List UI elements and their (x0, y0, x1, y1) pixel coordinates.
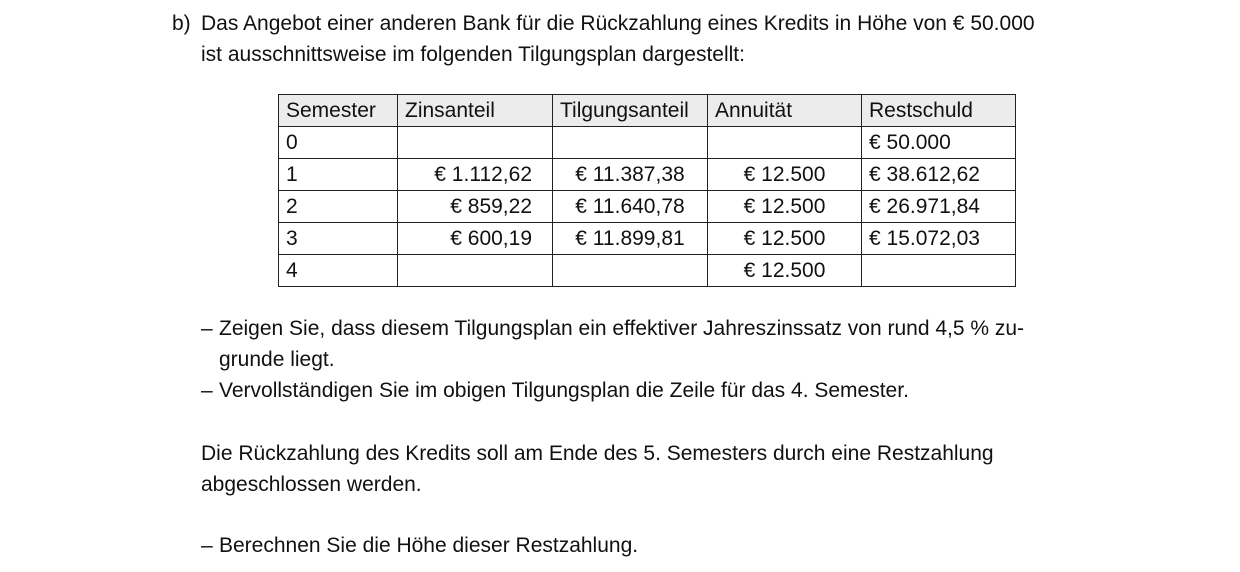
task-intro (172, 8, 1112, 70)
table-row (279, 255, 1016, 287)
cell-restschuld: € 38.612,62 (862, 159, 1016, 191)
list-dash: – (201, 379, 213, 402)
intro-line-1: Das Angebot einer anderen Bank für die Rückzahlung eines Kredits in Höhe von € 50.000 (201, 12, 1035, 35)
table-row (279, 191, 1016, 223)
subtask-list (201, 313, 1112, 406)
cell-semester: 4 (279, 255, 398, 287)
cell-annuitaet: € 12.500 (708, 159, 862, 191)
cell-tilgungsanteil: € 11.640,78 (553, 191, 708, 223)
final-task-text: Berechnen Sie die Höhe dieser Restzahlung. (219, 534, 639, 557)
subtask-1-line-1: Zeigen Sie, dass diesem Tilgungsplan ein effektiver Jahreszinssatz von rund 4,5 % zu- (219, 317, 1025, 340)
cell-annuitaet: € 12.500 (708, 191, 862, 223)
cell-tilgungsanteil: € 11.899,81 (553, 223, 708, 255)
header-annuitaet: Annuität (708, 95, 862, 127)
cell-semester: 2 (279, 191, 398, 223)
subtask-2-text: Vervollständigen Sie im obigen Tilgungsplan die Zeile für das 4. Semester. (219, 379, 909, 402)
cell-tilgungsanteil: € 11.387,38 (553, 159, 708, 191)
list-dash: – (201, 317, 213, 340)
intro-line-2: ist ausschnittsweise im folgenden Tilgungsplan dargestellt: (201, 43, 745, 66)
subtask-item (201, 530, 1112, 561)
cell-restschuld[interactable] (862, 255, 1016, 287)
task-b (172, 8, 1112, 561)
table-row (279, 159, 1016, 191)
cell-zinsanteil: € 859,22 (398, 191, 553, 223)
cell-tilgungsanteil[interactable] (553, 255, 708, 287)
cell-tilgungsanteil[interactable] (553, 127, 708, 159)
table-header-row (279, 95, 1016, 127)
cell-semester: 0 (279, 127, 398, 159)
list-dash: – (201, 534, 213, 557)
cell-restschuld: € 26.971,84 (862, 191, 1016, 223)
amortization-table (278, 94, 1016, 287)
cell-zinsanteil: € 600,19 (398, 223, 553, 255)
table-row (279, 127, 1016, 159)
cell-zinsanteil[interactable] (398, 127, 553, 159)
cell-annuitaet: € 12.500 (708, 255, 862, 287)
paragraph-line-1: Die Rückzahlung des Kredits soll am Ende des 5. Semesters durch eine Restzahlung (201, 442, 994, 465)
cell-zinsanteil[interactable] (398, 255, 553, 287)
header-zinsanteil: Zinsanteil (398, 95, 553, 127)
subtask-item (201, 313, 1112, 375)
cell-zinsanteil: € 1.112,62 (398, 159, 553, 191)
paragraph-line-2: abgeschlossen werden. (201, 473, 422, 496)
context-paragraph (201, 438, 1112, 500)
cell-annuitaet[interactable] (708, 127, 862, 159)
cell-restschuld: € 50.000 (862, 127, 1016, 159)
task-label: b) (172, 12, 191, 35)
cell-semester: 1 (279, 159, 398, 191)
subtask-1-line-2: grunde liegt. (219, 348, 335, 371)
final-task-list (201, 530, 1112, 561)
amortization-table-wrapper (278, 94, 1112, 287)
header-semester: Semester (279, 95, 398, 127)
cell-annuitaet: € 12.500 (708, 223, 862, 255)
header-tilgungsanteil: Tilgungsanteil (553, 95, 708, 127)
table-row (279, 223, 1016, 255)
header-restschuld: Restschuld (862, 95, 1016, 127)
cell-semester: 3 (279, 223, 398, 255)
cell-restschuld: € 15.072,03 (862, 223, 1016, 255)
subtask-item (201, 375, 1112, 406)
